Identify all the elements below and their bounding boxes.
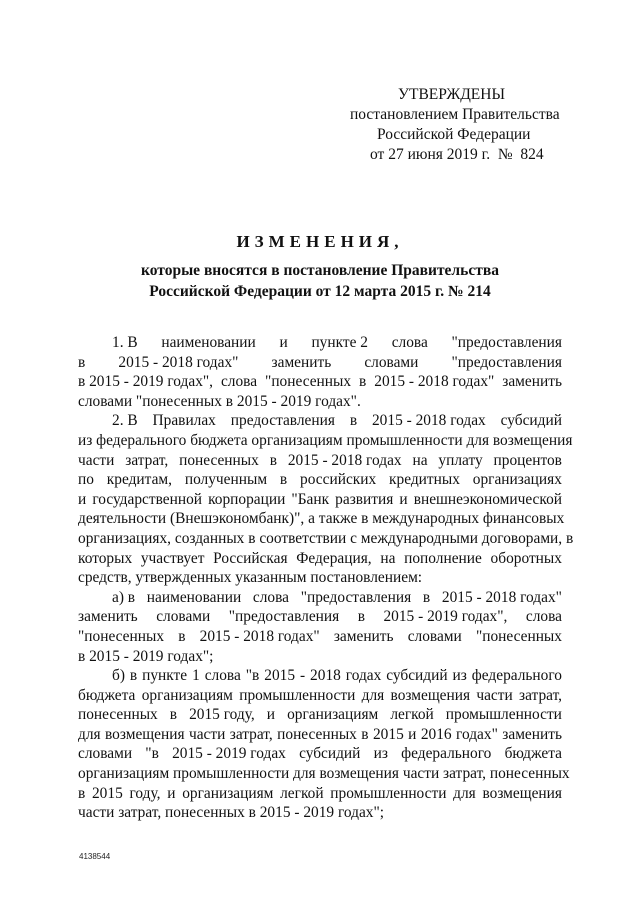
body-line [78, 372, 562, 392]
body-word: и [279, 334, 288, 351]
body-word: в 2015 году, и организациям легкой промышленности для возмещения [78, 784, 562, 802]
body-word: уплату [438, 451, 483, 469]
document-title: ИЗМЕНЕНИЯ, [236, 232, 404, 251]
body-word: 2015 - 2018 годах" [118, 353, 239, 371]
body-word: деятельности (Внешэкономбанк)", а также в международных финансовых [78, 510, 565, 528]
body-word: пополнение [404, 549, 482, 567]
body-word: Российская [213, 549, 288, 567]
body-word: слова [252, 588, 290, 606]
body-word: 2015 - 2018 годах" [199, 627, 320, 645]
body-word: промышленности [445, 706, 562, 724]
body-word: "предоставления [228, 608, 340, 626]
body-word: в 2015 - 2019 годах", [78, 373, 214, 391]
body-line [78, 549, 562, 569]
body-word: 1. В [112, 334, 138, 351]
body-line [78, 588, 562, 608]
body-word: субсидий [299, 745, 361, 763]
body-word: кредитам, [106, 471, 172, 489]
body-line [78, 803, 562, 823]
body-word: полученным [184, 471, 268, 489]
body-line [78, 607, 562, 627]
body-word: для возмещения части затрат, понесенных в 2015 и 2016 годах" заменить [78, 725, 562, 743]
body-word: б) в пункте 1 слова "в 2015 - 2018 годах субсидий из федерального [112, 667, 562, 685]
body-line [78, 529, 574, 549]
body-word: которых [78, 549, 133, 567]
body-word: предоставления [230, 412, 335, 430]
body-word: организациям [287, 706, 379, 724]
body-word: организациях [472, 471, 562, 489]
body-word: легкой [390, 706, 434, 724]
body-line [78, 784, 562, 804]
body-line [78, 333, 562, 353]
body-word: бюджета [504, 745, 562, 763]
body-word: в [349, 412, 358, 430]
body-word: словами [407, 627, 462, 645]
body-word: а) в [112, 588, 136, 606]
body-word: 2015 - 2019 годах [172, 745, 286, 763]
document-body [78, 333, 574, 823]
body-line [78, 647, 562, 667]
body-word: 2015 году, [189, 706, 255, 724]
body-line [78, 705, 562, 725]
body-word: части затрат, понесенных в 2015 - 2019 годах"; [78, 804, 385, 822]
body-word: заменить [271, 353, 332, 371]
body-word: словами [156, 608, 211, 626]
approval-line-3: от 27 июня 2019 г. № 824 [370, 146, 544, 163]
body-word: и [266, 706, 276, 724]
approval-title: УТВЕРЖДЕНЫ [398, 86, 505, 103]
approval-line-1: постановлением Правительства [350, 106, 560, 123]
body-line [78, 744, 562, 764]
body-line [78, 764, 570, 784]
body-word: "предоставления [451, 353, 562, 371]
body-line [78, 470, 562, 490]
body-word: в [178, 627, 186, 645]
body-word: словами "понесенных в 2015 - 2019 годах". [78, 392, 361, 410]
body-word: бюджета организациям промышленности для возмещения части затрат, [78, 686, 562, 704]
body-word: 2015 - 2018 годах [371, 412, 486, 430]
body-word: "в [145, 745, 159, 763]
body-word: в [422, 588, 431, 606]
body-word: Федерация, [296, 549, 372, 567]
body-line [78, 568, 562, 588]
body-word: части [78, 451, 115, 469]
body-word: понесенных [179, 451, 259, 469]
body-word: заменить [333, 627, 394, 645]
body-word: наименовании [161, 334, 256, 351]
body-line [78, 686, 562, 706]
body-word: по [78, 471, 94, 489]
body-word: 2015 - 2018 годах" [441, 588, 562, 606]
body-word: участвует [140, 549, 205, 567]
body-word: из [373, 745, 388, 763]
body-line [78, 490, 562, 510]
body-line [78, 431, 573, 451]
body-word: кредитных [389, 471, 460, 489]
approval-block [300, 85, 600, 165]
body-word: организациях, созданных в соответствии с международными договорами, в [78, 529, 574, 547]
body-word: федерального [401, 745, 492, 763]
body-word: словами [78, 745, 133, 763]
body-word: слова [220, 373, 258, 391]
body-word: российских [300, 471, 377, 489]
body-word: в [279, 471, 288, 489]
body-word: 2015 - 2018 годах [287, 451, 402, 469]
body-word: в 2015 - 2019 годах"; [78, 647, 214, 665]
body-word: и государственной корпорации "Банк развития и внешнеэкономической [78, 490, 562, 508]
subtitle-line-1: которые вносятся в постановление Правительства [141, 262, 499, 279]
body-word: "понесенных [265, 373, 352, 391]
body-word: "предоставления [451, 334, 562, 351]
body-word: "предоставления [300, 588, 412, 606]
body-word: в [169, 706, 178, 724]
body-word: в [269, 451, 277, 469]
body-word: пункте 2 [311, 334, 368, 351]
body-word: процентов [493, 451, 562, 469]
body-word: оборотных [490, 549, 562, 567]
body-word: на [412, 451, 428, 469]
body-line [78, 509, 565, 529]
document-subtitle [0, 260, 640, 302]
body-line [78, 392, 562, 412]
body-word: понесенных [78, 706, 158, 724]
body-word: заменить [78, 608, 138, 626]
body-line [78, 353, 562, 373]
body-line [78, 627, 562, 647]
body-word: на [380, 549, 396, 567]
body-word: субсидий [500, 412, 562, 430]
body-word: организациям промышленности для возмещения части затрат, понесенных [78, 765, 570, 783]
body-word: "понесенных [78, 627, 165, 645]
body-word: из федерального бюджета организациям промышленности для возмещения [78, 431, 573, 449]
body-word: затрат, [125, 451, 169, 469]
body-word: в [357, 608, 365, 626]
body-word: 2015 - 2018 годах" [374, 373, 495, 391]
body-word: "понесенных [475, 627, 562, 645]
body-word: в [78, 353, 86, 371]
body-word: заменить [502, 373, 562, 391]
subtitle-line-2: Российской Федерации от 12 марта 2015 г. № 214 [149, 283, 491, 300]
body-line [78, 725, 562, 745]
body-word: наименовании [146, 588, 242, 606]
body-line [78, 666, 562, 686]
document-code: 4138544 [79, 852, 111, 861]
body-word: 2015 - 2019 годах", [383, 608, 508, 626]
body-word: 2. В [112, 412, 138, 430]
body-word: слова [525, 608, 562, 626]
body-word: словами [364, 353, 419, 371]
body-line [78, 411, 562, 431]
body-word: в [359, 373, 367, 391]
body-word: Правилах [152, 412, 216, 430]
body-word: слова [391, 334, 428, 351]
body-word: средств, утвержденных указанным постановлением: [78, 569, 423, 587]
approval-line-2: Российской Федерации [377, 126, 531, 143]
body-line [78, 451, 562, 471]
